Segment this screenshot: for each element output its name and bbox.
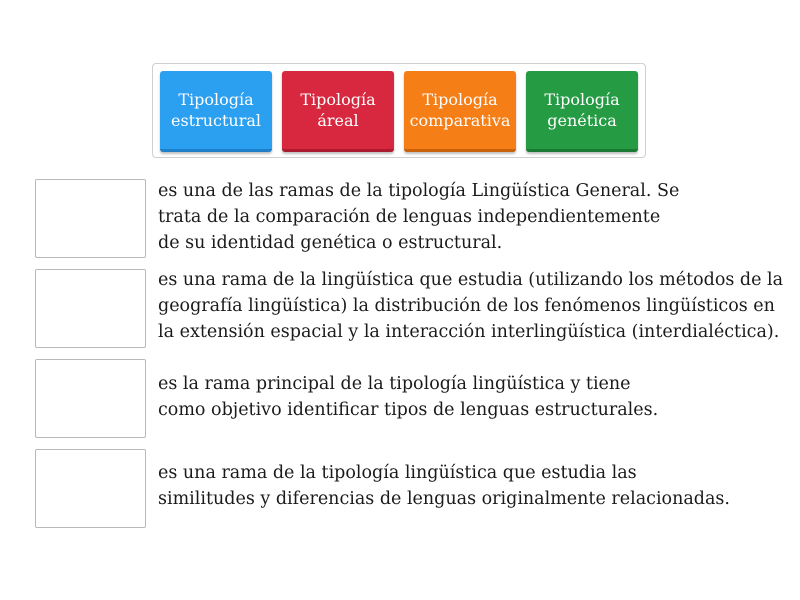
drop-slot-3[interactable] [35,359,146,438]
tile-tipologia-estructural[interactable]: Tipología estructural [160,71,272,152]
drop-slot-1[interactable] [35,179,146,258]
drop-slot-2[interactable] [35,269,146,348]
tile-tray [152,63,646,158]
tile-tipologia-areal[interactable]: Tipología áreal [282,71,394,152]
description-4: es una rama de la tipología lingüística que estudia las similitudes y diferencias de lenguas originalmente relacionadas. [158,463,730,509]
description-2: es una rama de la lingüística que estudia (utilizando los métodos de la geografía lingüística) la distribución de los fenómenos lingüísticos en la extensión espacial y la interacción interlingüística (interdialéctica). [158,270,784,342]
drop-slot-4[interactable] [35,449,146,528]
tile-tipologia-comparativa[interactable]: Tipología comparativa [404,71,516,152]
tile-tipologia-genetica[interactable]: Tipología genética [526,71,638,152]
description-1: es una de las ramas de la tipología Lingüística General. Se trata de la comparación de lenguas independientemente de su identidad genética o estructural. [158,181,680,253]
description-3: es la rama principal de la tipología lingüística y tiene como objetivo identificar tipos de lenguas estructurales. [158,374,659,420]
